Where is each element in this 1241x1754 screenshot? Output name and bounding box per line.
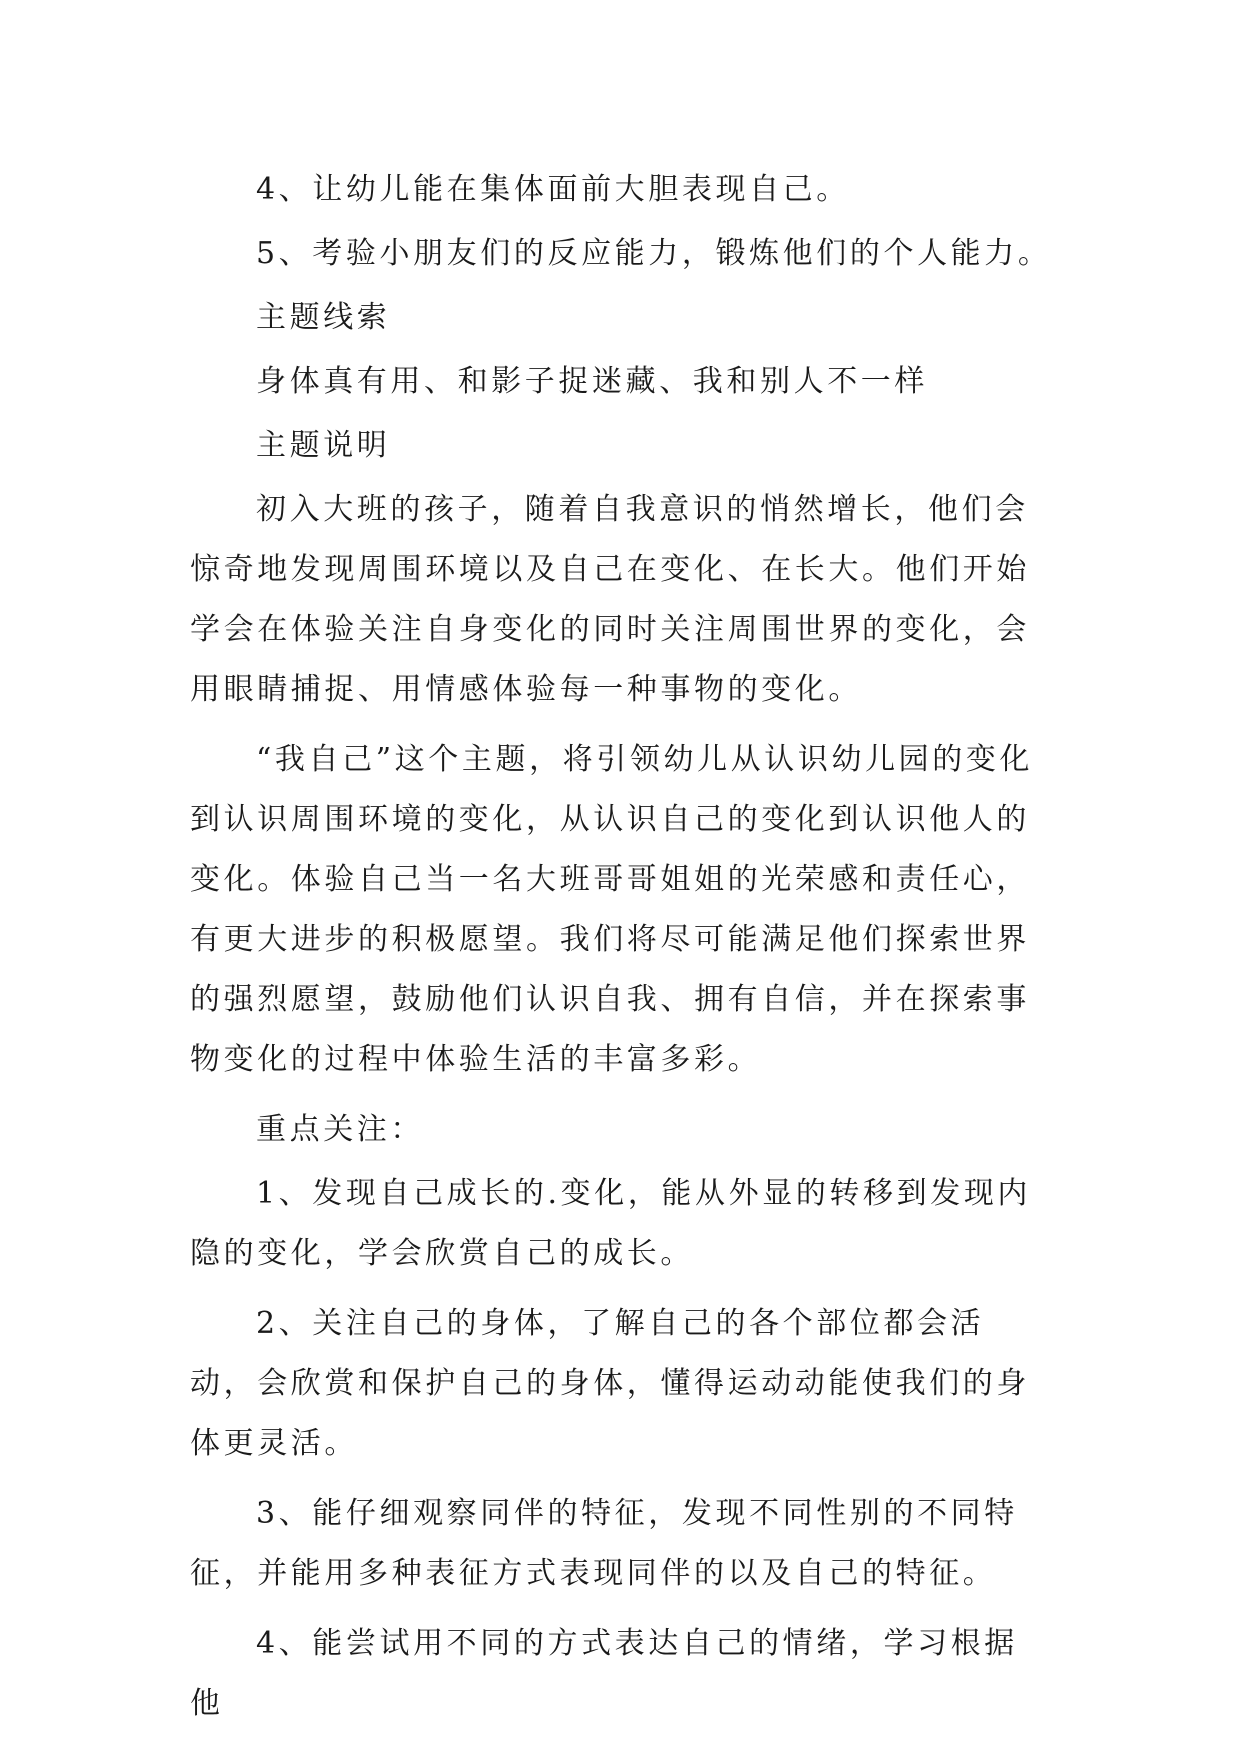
theme-clues-list: 身体真有用、和影子捉迷藏、我和别人不一样 bbox=[256, 364, 928, 399]
section-heading-theme-clues: 主题线索 bbox=[256, 300, 391, 335]
focus-item-3: 3、能仔细观察同伴的特征，发现不同性别的不同特征，并能用多种表征方式表现同伴的以及自己的特征。 bbox=[190, 1496, 1018, 1591]
document-body bbox=[190, 160, 1050, 1734]
focus-item-2: 2、关注自己的身体，了解自己的各个部位都会活动，会欣赏和保护自己的身体，懂得运动动能使我们的身体更灵活。 bbox=[190, 1306, 1030, 1461]
goal-item-5: 5、考验小朋友们的反应能力，锻炼他们的个人能力。 bbox=[256, 236, 1052, 271]
goal-item-4: 4、让幼儿能在集体面前大胆表现自己。 bbox=[256, 172, 850, 207]
theme-description-paragraph-2: “我自己”这个主题，将引领幼儿从认识幼儿园的变化到认识周围环境的变化，从认识自己的变化到认识他人的变化。体验自己当一名大班哥哥姐姐的光荣感和责任心，有更大进步的积极愿望。我们将尽可能满足他们探索世界的强烈愿望，鼓励他们认识自我、拥有自信，并在探索事物变化的过程中体验生活的丰富多彩。 bbox=[190, 742, 1034, 1077]
focus-item-1: 1、发现自己成长的.变化，能从外显的转移到发现内隐的变化，学会欣赏自己的成长。 bbox=[190, 1176, 1032, 1271]
focus-item-4: 4、能尝试用不同的方式表达自己的情绪，学习根据他 bbox=[190, 1626, 1018, 1721]
section-heading-key-focus: 重点关注： bbox=[256, 1112, 424, 1147]
section-heading-theme-description: 主题说明 bbox=[256, 428, 391, 463]
theme-description-paragraph-1: 初入大班的孩子，随着自我意识的悄然增长，他们会惊奇地发现周围环境以及自己在变化、在长大。他们开始学会在体验关注自身变化的同时关注周围世界的变化，会用眼睛捕捉、用情感体验每一种事物的变化。 bbox=[190, 492, 1030, 707]
